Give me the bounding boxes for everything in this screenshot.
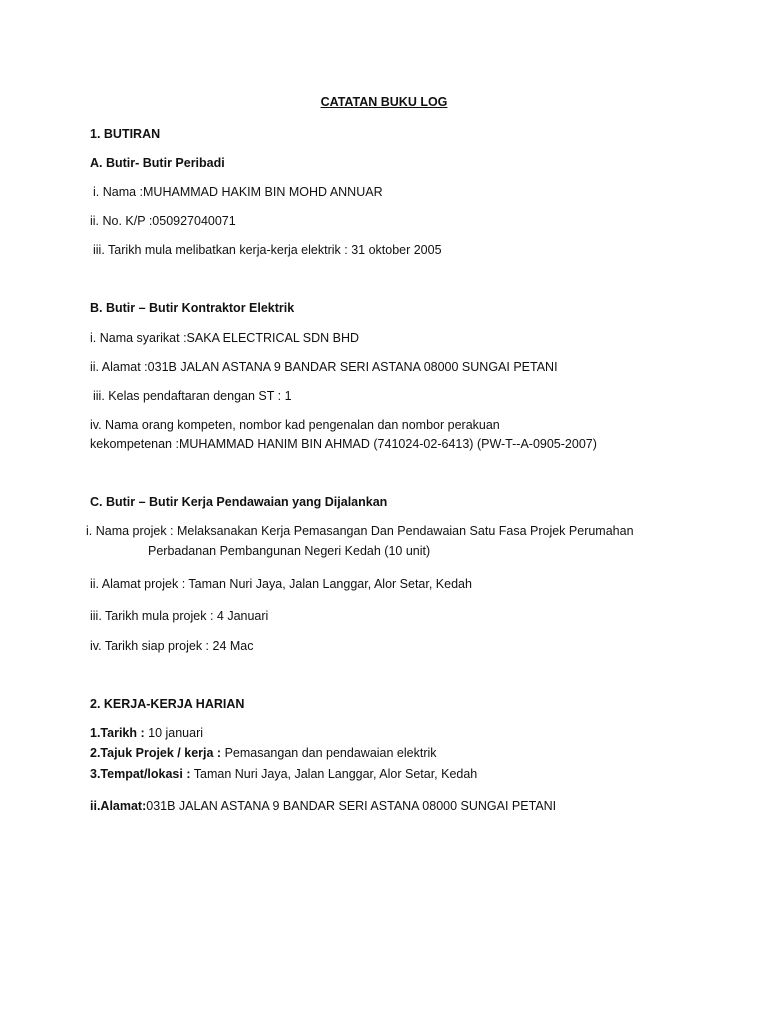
project-start-date: iii. Tarikh mula projek : 4 Januari (90, 609, 269, 623)
personal-ic-number: ii. No. K/P :050927040071 (90, 214, 236, 228)
personal-name: i. Nama :MUHAMMAD HAKIM BIN MOHD ANNUAR (93, 185, 383, 199)
daily-location-value: Taman Nuri Jaya, Jalan Langgar, Alor Setar, Kedah (190, 767, 478, 781)
daily-address-label: ii.Alamat: (90, 799, 147, 813)
section-2-heading: 2. KERJA-KERJA HARIAN (90, 697, 245, 711)
section-c-heading: C. Butir – Butir Kerja Pendawaian yang Dijalankan (90, 495, 388, 509)
daily-location (90, 766, 477, 782)
competent-person-line-1: iv. Nama orang kompeten, nombor kad pengenalan dan nombor perakuan (90, 418, 500, 432)
section-1-heading: 1. BUTIRAN (90, 127, 161, 141)
daily-address-value: 031B JALAN ASTANA 9 BANDAR SERI ASTANA 08000 SUNGAI PETANI (146, 799, 557, 813)
company-address: ii. Alamat :031B JALAN ASTANA 9 BANDAR SERI ASTANA 08000 SUNGAI PETANI (90, 360, 558, 374)
registration-class: iii. Kelas pendaftaran dengan ST : 1 (93, 389, 292, 403)
project-end-date: iv. Tarikh siap projek : 24 Mac (90, 639, 254, 653)
daily-location-label: 3.Tempat/lokasi : (90, 767, 191, 781)
section-b-heading: B. Butir – Butir Kontraktor Elektrik (90, 301, 295, 315)
daily-date-label: 1.Tarikh : (90, 726, 145, 740)
project-name-line-1: i. Nama projek : Melaksanakan Kerja Pemasangan Dan Pendawaian Satu Fasa Projek Perumahan (86, 524, 634, 538)
project-address: ii. Alamat projek : Taman Nuri Jaya, Jalan Langgar, Alor Setar, Kedah (90, 577, 472, 591)
section-a-heading: A. Butir- Butir Peribadi (90, 156, 225, 170)
daily-project-title-label: 2.Tajuk Projek / kerja : (90, 746, 222, 760)
project-name-line-2: Perbadanan Pembangunan Negeri Kedah (10 unit) (148, 544, 431, 558)
document-title: CATATAN BUKU LOG (320, 95, 448, 109)
daily-address (90, 798, 556, 814)
daily-date (90, 725, 203, 741)
competent-person-line-2: kekompetenan :MUHAMMAD HANIM BIN AHMAD (741024-02-6413) (PW-T--A-0905-2007) (90, 437, 597, 451)
personal-start-date: iii. Tarikh mula melibatkan kerja-kerja elektrik : 31 oktober 2005 (93, 243, 442, 257)
daily-date-value: 10 januari (144, 726, 204, 740)
company-name: i. Nama syarikat :SAKA ELECTRICAL SDN BHD (90, 331, 360, 345)
daily-project-title-value: Pemasangan dan pendawaian elektrik (221, 746, 437, 760)
daily-project-title (90, 745, 437, 761)
